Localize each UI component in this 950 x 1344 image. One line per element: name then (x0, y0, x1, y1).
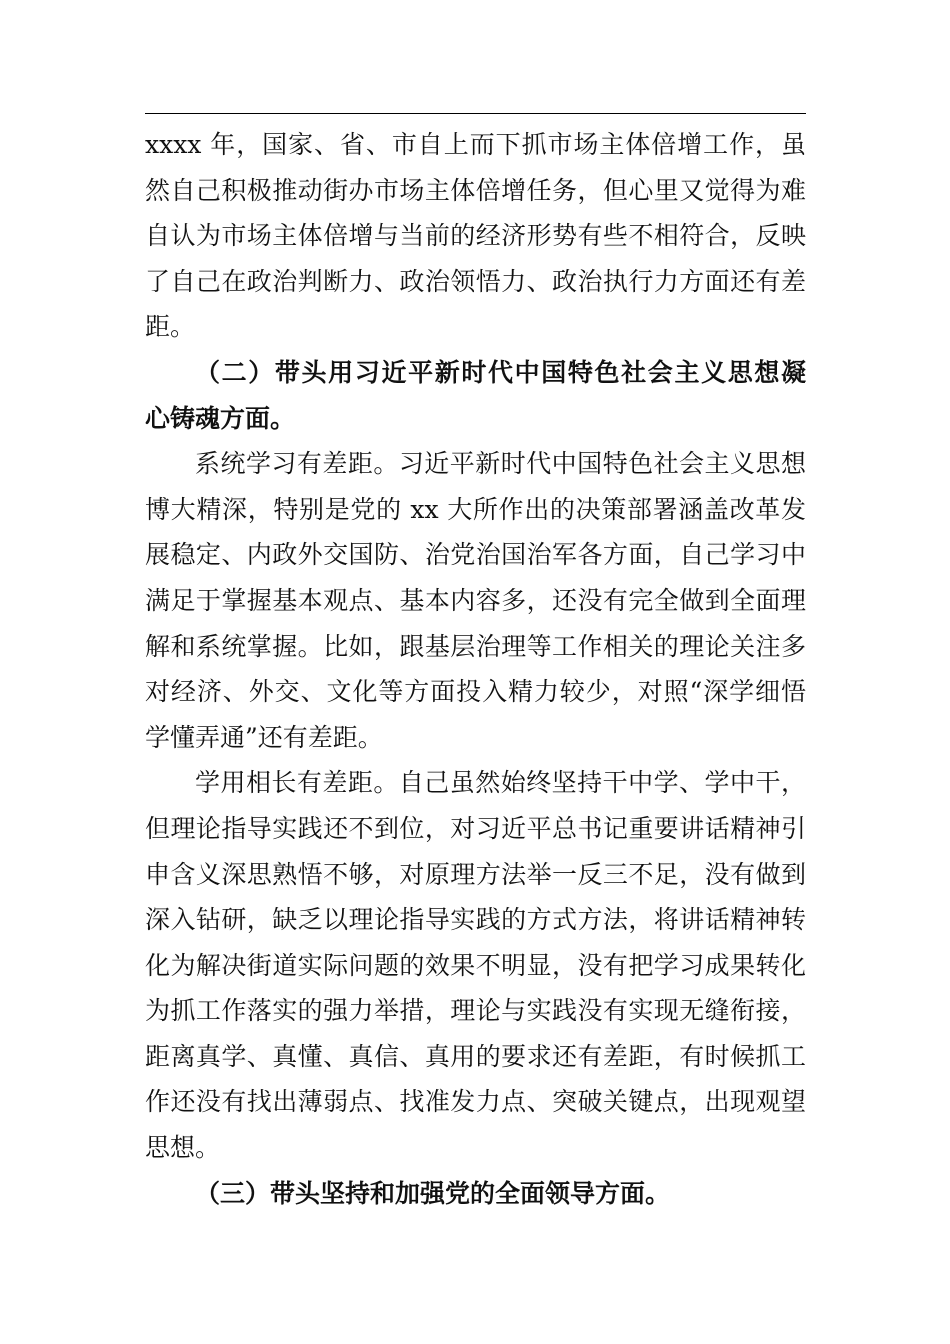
heading-line: （二）带头用习近平新时代中国特色社会主义思想凝 (195, 357, 806, 387)
header-rule (145, 113, 806, 114)
text-line: 系统学习有差距。习近平新时代中国特色社会主义思想 (195, 449, 806, 479)
document-body (145, 122, 806, 1216)
text-line: xxxx 年，国家、省、市自上而下抓市场主体倍增工作，虽 (145, 130, 806, 159)
text-line: 化为解决街道实际问题的效果不明显，没有把学习成果转化 (145, 950, 806, 980)
text-line: 解和系统掌握。比如，跟基层治理等工作相关的理论关注多 (145, 631, 806, 661)
text-line: 思想。 (145, 1133, 221, 1163)
text-line: 申含义深思熟悟不够，对原理方法举一反三不足，没有做到 (145, 859, 806, 889)
text-line: 深入钻研，缺乏以理论指导实践的方式方法，将讲话精神转 (145, 905, 806, 935)
heading-line: （三）带头坚持和加强党的全面领导方面。 (195, 1178, 671, 1208)
text-line: 距。 (145, 312, 196, 342)
text-line: 然自己积极推动街办市场主体倍增任务，但心里又觉得为难 (145, 175, 806, 205)
text-line: 作还没有找出薄弱点、找准发力点、突破关键点，出现观望 (145, 1087, 806, 1117)
text-line: 距离真学、真懂、真信、真用的要求还有差距，有时候抓工 (145, 1041, 806, 1071)
section-heading-2 (145, 350, 806, 441)
text-line: 了自己在政治判断力、政治领悟力、政治执行力方面还有差 (145, 266, 806, 296)
text-line: 为抓工作落实的强力举措，理论与实践没有实现无缝衔接， (145, 996, 806, 1026)
text-line: 自认为市场主体倍增与当前的经济形势有些不相符合，反映 (145, 221, 806, 251)
text-line: 学懂弄通”还有差距。 (145, 722, 383, 752)
text-line: 展稳定、内政外交国防、治党治国治军各方面，自己学习中 (145, 540, 806, 570)
text-line: 博大精深，特别是党的 xx 大所作出的决策部署涵盖改革发 (145, 494, 806, 524)
heading-line: 心铸魂方面。 (145, 403, 296, 433)
text-line: 对经济、外交、文化等方面投入精力较少，对照“深学细悟 (145, 677, 806, 707)
section-heading-3 (145, 1171, 806, 1217)
text-line: 学用相长有差距。自己虽然始终坚持干中学、学中干， (195, 768, 806, 798)
text-line: 满足于掌握基本观点、基本内容多，还没有完全做到全面理 (145, 585, 806, 615)
paragraph-study-practice (145, 760, 806, 1170)
text-line: 但理论指导实践还不到位，对习近平总书记重要讲话精神引 (145, 813, 806, 843)
paragraph-systematic-study (145, 441, 806, 760)
paragraph-continuation (145, 122, 806, 350)
